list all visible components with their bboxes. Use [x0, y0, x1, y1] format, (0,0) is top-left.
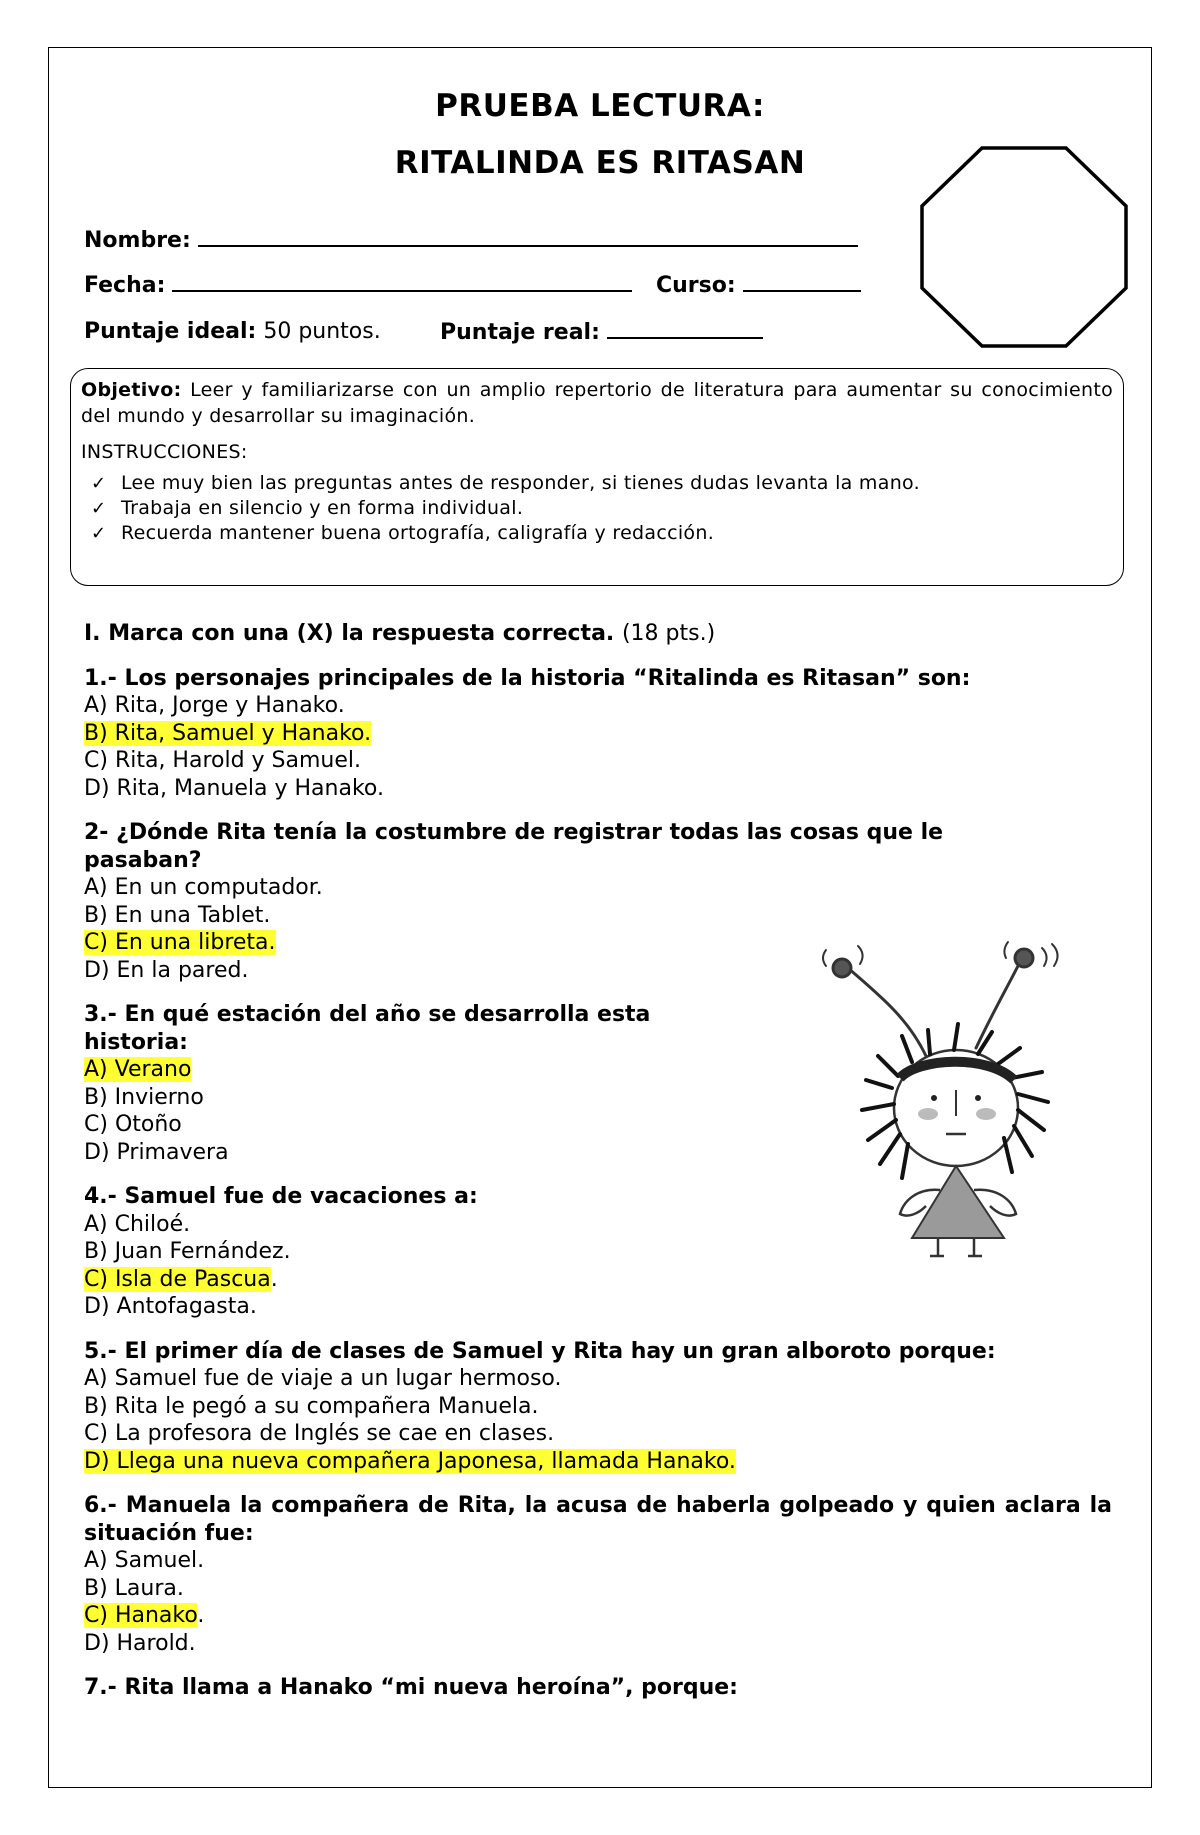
option-6c[interactable]: C) Hanako. [84, 1603, 205, 1628]
question-6: 6.- Manuela la compañera de Rita, la acusa de haberla golpeado y quien aclara la situación fue: [84, 1493, 1112, 1546]
instruccion-item: ✓ Recuerda mantener buena ortografía, caligrafía y redacción. [91, 522, 715, 544]
option-3c[interactable]: C) Otoño [84, 1112, 182, 1137]
option-5d[interactable] [84, 1448, 1112, 1476]
option-5a[interactable]: A) Samuel fue de viaje a un lugar hermoso. [84, 1366, 562, 1391]
section-heading: I. Marca con una (X) la respuesta correcta. (18 pts.) [84, 621, 716, 646]
curso-label: Curso: [656, 273, 736, 298]
instruccion-item: ✓ Trabaja en silencio y en forma individual. [91, 497, 524, 519]
question-1: 1.- Los personajes principales de la historia “Ritalinda es Ritasan” son: [84, 665, 971, 691]
nombre-line[interactable] [198, 227, 858, 247]
option-1b[interactable] [84, 720, 1112, 748]
question-4: 4.- Samuel fue de vacaciones a: [84, 1184, 478, 1209]
question-2: 2- ¿Dónde Rita tenía la costumbre de registrar todas las cosas que le pasaban? [84, 820, 944, 873]
question-3: 3.- En qué estación del año se desarrolla esta historia: [84, 1002, 651, 1055]
objetivo-label: Objetivo: [81, 379, 182, 401]
instruccion-item: ✓ Lee muy bien las preguntas antes de responder, si tienes dudas levanta la mano. [91, 472, 920, 494]
option-6b[interactable]: B) Laura. [84, 1575, 184, 1601]
answer-highlight: B) Rita, Samuel y Hanako. [84, 720, 372, 746]
option-4c[interactable]: C) Isla de Pascua. [84, 1266, 278, 1292]
puntaje-ideal-value: 50 puntos. [263, 319, 381, 344]
option-4a[interactable]: A) Chiloé. [84, 1211, 191, 1237]
fecha-label: Fecha: [84, 273, 166, 298]
answer-highlight: D) Llega una nueva compañera Japonesa, llamada Hanako. [84, 1448, 736, 1474]
option-1d[interactable]: D) Rita, Manuela y Hanako. [84, 775, 384, 801]
answer-highlight: A) Verano [84, 1057, 192, 1082]
fecha-line[interactable] [172, 272, 632, 292]
rita-girl-illustration [808, 938, 1118, 1260]
answer-highlight: C) En una libreta. [84, 930, 276, 955]
nombre-label: Nombre: [84, 228, 191, 253]
option-2d[interactable]: D) En la pared. [84, 957, 249, 983]
question-5: 5.- El primer día de clases de Samuel y Rita hay un gran alboroto porque: [84, 1338, 996, 1364]
answer-highlight: C) Isla de Pascua [84, 1266, 271, 1292]
answer-highlight: C) Hanako [84, 1603, 198, 1628]
curso-line[interactable] [743, 272, 861, 292]
puntaje-real-label: Puntaje real: [440, 320, 600, 345]
option-3d[interactable]: D) Primavera [84, 1139, 229, 1165]
question-7: 7.- Rita llama a Hanako “mi nueva heroína”, porque: [84, 1675, 738, 1700]
fecha-field[interactable] [84, 272, 632, 298]
option-1c[interactable]: C) Rita, Harold y Samuel. [84, 748, 362, 773]
option-4d[interactable]: D) Antofagasta. [84, 1294, 257, 1319]
option-3b[interactable]: B) Invierno [84, 1084, 204, 1110]
objective-instructions-box [70, 368, 1124, 586]
objetivo-paragraph [81, 377, 1113, 429]
option-1a[interactable]: A) Rita, Jorge y Hanako. [84, 693, 345, 718]
option-6d[interactable]: D) Harold. [84, 1630, 196, 1656]
title-line-2: RITALINDA ES RITASAN [394, 145, 806, 181]
objetivo-text: Leer y familiarizarse con un amplio repertorio de literatura para aumentar su conocimiento del mundo y desarrollar su imaginación. [81, 379, 1113, 427]
option-5b[interactable]: B) Rita le pegó a su compañera Manuela. [84, 1393, 539, 1419]
puntaje-real-line[interactable] [607, 319, 763, 339]
option-4b[interactable]: B) Juan Fernández. [84, 1239, 291, 1264]
curso-field[interactable] [656, 272, 861, 298]
option-6a[interactable]: A) Samuel. [84, 1548, 205, 1573]
checkmark-icon: ✓ [91, 473, 107, 494]
instrucciones-label: INSTRUCCIONES: [81, 441, 248, 463]
puntaje-real-field[interactable] [440, 319, 763, 345]
instrucciones-list [81, 471, 1113, 546]
puntaje-ideal-label: Puntaje ideal: [84, 319, 257, 344]
section-points: (18 pts.) [621, 621, 716, 646]
option-2a[interactable]: A) En un computador. [84, 875, 323, 900]
option-5c[interactable]: C) La profesora de Inglés se cae en clases. [84, 1421, 555, 1446]
option-2b[interactable]: B) En una Tablet. [84, 902, 271, 928]
puntaje-ideal-field [84, 319, 381, 344]
checkmark-icon: ✓ [91, 523, 107, 544]
nombre-field[interactable] [84, 227, 858, 253]
checkmark-icon: ✓ [91, 498, 107, 519]
title-line-1: PRUEBA LECTURA: [435, 88, 765, 124]
score-octagon [920, 146, 1128, 348]
